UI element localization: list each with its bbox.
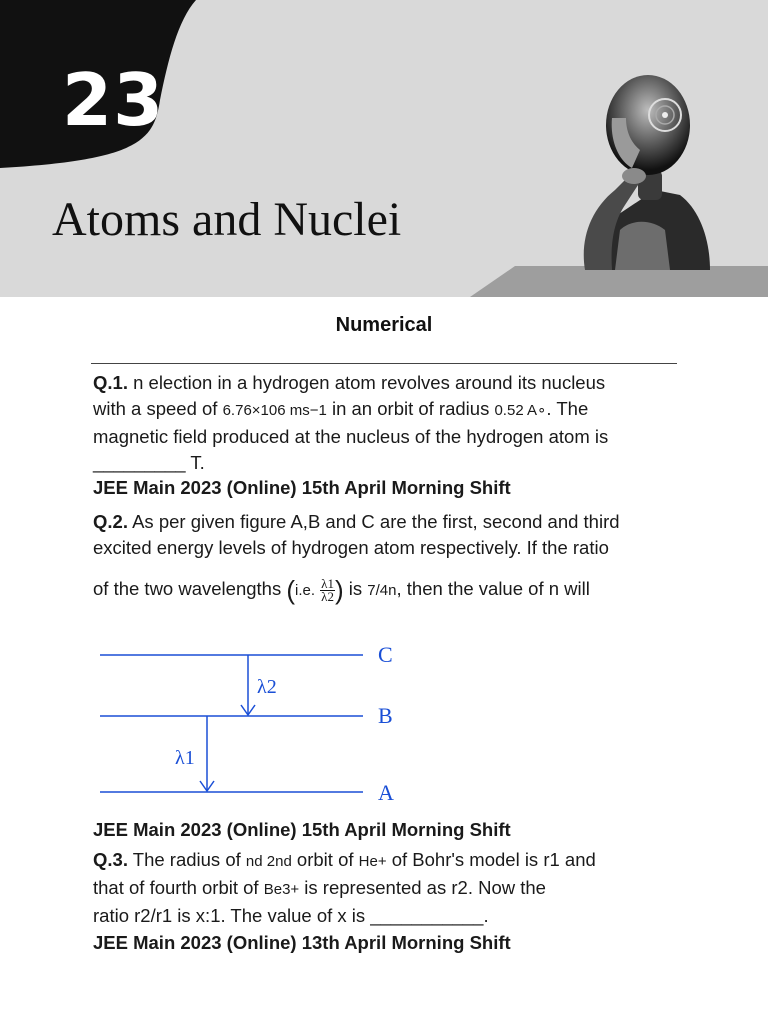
- q3-line1-text: The radius of: [132, 849, 246, 870]
- question-3-source: JEE Main 2023 (Online) 13th April Morning Shift: [93, 932, 511, 953]
- question-2: [93, 509, 620, 561]
- q2-line2: excited energy levels of hydrogen atom respectively. If the ratio: [93, 537, 609, 558]
- question-1-source: JEE Main 2023 (Online) 15th April Morning Shift: [93, 477, 511, 498]
- lambda2-label: λ2: [257, 676, 277, 698]
- q3-line1-text-c: of Bohr's model is r1 and: [386, 849, 596, 870]
- q1-answer-blank: _________ T.: [93, 452, 205, 473]
- question-label: Q.1.: [93, 372, 128, 393]
- helium-ion: He+: [358, 853, 387, 870]
- question-2-source: JEE Main 2023 (Online) 15th April Morning Shift: [93, 819, 511, 840]
- frac-numerator: λ1: [321, 575, 334, 591]
- q2-line3-text-c: , then the value of n will: [396, 578, 590, 599]
- q1-line1: n election in a hydrogen atom revolves around its nucleus: [133, 372, 606, 393]
- q2-line1: As per given figure A,B and C are the first, second and third: [132, 511, 620, 532]
- q3-line3: ratio r2/r1 is x:1. The value of x is ___________.: [93, 905, 489, 926]
- question-3: [93, 847, 596, 929]
- level-label-a: A: [378, 780, 394, 805]
- q2-line3-is: is: [343, 578, 368, 599]
- question-2-line3: of the two wavelengths (i.e. $\frac{\lambda 1}{\lambda 2}$) is 7/4n, then the value of n will: [93, 575, 590, 606]
- frac-denominator: λ2: [321, 588, 334, 604]
- q3-line1-text-b: orbit of: [291, 849, 359, 870]
- chapter-number: 23: [62, 58, 165, 142]
- q1-line2-text: with a speed of: [93, 398, 223, 419]
- q1-line2-text-b: in an orbit of radius: [326, 398, 495, 419]
- section-title: Numerical: [335, 314, 433, 336]
- chapter-header: [0, 0, 768, 297]
- level-label-b: B: [378, 703, 393, 728]
- energy-level-diagram: [95, 635, 425, 810]
- speed-value: 6.76×106 ms−1: [222, 402, 327, 419]
- beryllium-ion: Be3+: [263, 881, 300, 898]
- robot-thinker-image: [560, 70, 720, 270]
- question-label: Q.2.: [93, 511, 128, 532]
- lambda1-label: λ1: [175, 747, 195, 769]
- q3-line2-text-b: is represented as r2. Now the: [299, 877, 546, 898]
- q1-line2-text-c: . The: [546, 398, 589, 419]
- level-label-c: C: [378, 642, 393, 667]
- q1-line3: magnetic field produced at the nucleus of the hydrogen atom is: [93, 426, 609, 447]
- q3-line2-text: that of fourth orbit of: [93, 877, 264, 898]
- wavelength-ratio: [320, 575, 335, 604]
- ratio-value: 7/4n: [367, 582, 397, 599]
- ie-text: i.e.: [295, 582, 316, 599]
- radius-value: 0.52 A∘: [494, 402, 547, 419]
- divider: [91, 363, 677, 364]
- question-label: Q.3.: [93, 849, 128, 870]
- orbit-number: nd 2nd: [245, 853, 292, 870]
- question-1: [93, 370, 608, 476]
- chapter-title: Atoms and Nuclei: [52, 193, 402, 246]
- q2-line3-text: of the two wavelengths: [93, 578, 287, 599]
